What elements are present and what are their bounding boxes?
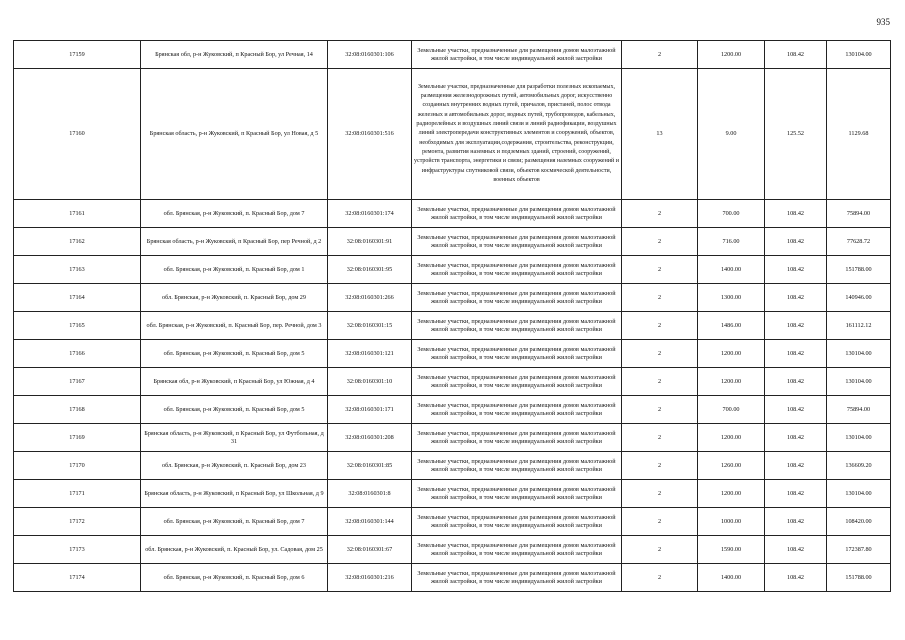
row-group: 2: [622, 228, 698, 256]
row-value: 130104.00: [827, 480, 891, 508]
row-rate: 108.42: [765, 368, 827, 396]
row-area: 1200.00: [698, 41, 765, 69]
row-id: 17172: [14, 508, 141, 536]
row-id: 17168: [14, 396, 141, 424]
row-cadastral-number: 32:08:0160301:121: [328, 340, 412, 368]
row-id: 17165: [14, 312, 141, 340]
table-row: [14, 69, 891, 200]
row-cadastral-number: 32:08:0160301:10: [328, 368, 412, 396]
row-cadastral-number: 32:08:0160301:85: [328, 452, 412, 480]
row-land-use: Земельные участки, предназначенные для размещения домов малоэтажной жилой застройки, в том числе индивидуальной жилой застройки: [412, 340, 622, 368]
row-id: 17169: [14, 424, 141, 452]
row-value: 151788.00: [827, 564, 891, 592]
row-rate: 108.42: [765, 340, 827, 368]
row-id: 17174: [14, 564, 141, 592]
row-cadastral-number: 32:08:0160301:216: [328, 564, 412, 592]
row-address: обл. Брянская, р-н Жуковский, п. Красный Бор, дом 29: [141, 284, 328, 312]
row-value: 151788.00: [827, 256, 891, 284]
row-id: 17166: [14, 340, 141, 368]
row-land-use: Земельные участки, предназначенные для размещения домов малоэтажной жилой застройки, в том числе индивидуальной жилой застройки: [412, 200, 622, 228]
table-row: [14, 368, 891, 396]
table-row: [14, 256, 891, 284]
row-address: обл. Брянская, р-н Жуковский, п. Красный Бор, дом 6: [141, 564, 328, 592]
row-value: 75894.00: [827, 396, 891, 424]
page-number: 935: [876, 17, 890, 27]
row-address: Брянская область, р-н Жуковский, п Красный Бор, ул Новая, д 5: [141, 69, 328, 200]
row-group: 2: [622, 368, 698, 396]
table-row: [14, 228, 891, 256]
row-address: обл. Брянская, р-н Жуковский, п. Красный Бор, пер. Речной, дом 3: [141, 312, 328, 340]
row-area: 1200.00: [698, 480, 765, 508]
table-row: [14, 508, 891, 536]
row-cadastral-number: 32:08:0160301:171: [328, 396, 412, 424]
row-land-use: Земельные участки, предназначенные для размещения домов малоэтажной жилой застройки, в том числе индивидуальной жилой застройки: [412, 228, 622, 256]
row-cadastral-number: 32:08:0160301:144: [328, 508, 412, 536]
row-land-use: Земельные участки, предназначенные для размещения домов малоэтажной жилой застройки, в том числе индивидуальной жилой застройки: [412, 508, 622, 536]
row-rate: 108.42: [765, 452, 827, 480]
row-cadastral-number: 32:08:0160301:516: [328, 69, 412, 200]
row-area: 1590.00: [698, 536, 765, 564]
row-value: 136609.20: [827, 452, 891, 480]
row-value: 75894.00: [827, 200, 891, 228]
row-value: 77628.72: [827, 228, 891, 256]
row-value: 161112.12: [827, 312, 891, 340]
row-rate: 108.42: [765, 480, 827, 508]
row-address: обл. Брянская, р-н Жуковский, п. Красный Бор, дом 7: [141, 508, 328, 536]
row-land-use: Земельные участки, предназначенные для размещения домов малоэтажной жилой застройки, в том числе индивидуальной жилой застройки: [412, 564, 622, 592]
row-land-use: Земельные участки, предназначенные для размещения домов малоэтажной жилой застройки, в том числе индивидуальной жилой застройки: [412, 256, 622, 284]
row-area: 1200.00: [698, 368, 765, 396]
row-id: 17171: [14, 480, 141, 508]
table-row: [14, 452, 891, 480]
table-row: [14, 424, 891, 452]
row-area: 1400.00: [698, 256, 765, 284]
row-area: 1200.00: [698, 424, 765, 452]
row-rate: 108.42: [765, 200, 827, 228]
table-row: [14, 312, 891, 340]
row-cadastral-number: 32:08:0160301:208: [328, 424, 412, 452]
table-row: [14, 536, 891, 564]
row-address: Брянская область, р-н Жуковский, п Красный Бор, ул Футбольная, д 31: [141, 424, 328, 452]
row-group: 2: [622, 340, 698, 368]
table-row: [14, 284, 891, 312]
row-land-use: Земельные участки, предназначенные для размещения домов малоэтажной жилой застройки, в том числе индивидуальной жилой застройки: [412, 452, 622, 480]
row-address: обл. Брянская, р-н Жуковский, п. Красный Бор, дом 23: [141, 452, 328, 480]
row-land-use: Земельные участки, предназначенные для размещения домов малоэтажной жилой застройки, в том числе индивидуальной жилой застройки: [412, 41, 622, 69]
row-group: 2: [622, 508, 698, 536]
row-cadastral-number: 32:08:0160301:95: [328, 256, 412, 284]
row-id: 17167: [14, 368, 141, 396]
row-value: 130104.00: [827, 340, 891, 368]
table-row: [14, 340, 891, 368]
row-rate: 108.42: [765, 284, 827, 312]
row-value: 108420.00: [827, 508, 891, 536]
row-land-use: Земельные участки, предназначенные для размещения домов малоэтажной жилой застройки, в том числе индивидуальной жилой застройки: [412, 424, 622, 452]
row-area: 1200.00: [698, 340, 765, 368]
table-row: [14, 480, 891, 508]
row-land-use: Земельные участки, предназначенные для размещения домов малоэтажной жилой застройки, в том числе индивидуальной жилой застройки: [412, 312, 622, 340]
row-rate: 108.42: [765, 536, 827, 564]
row-rate: 108.42: [765, 312, 827, 340]
row-value: 172387.80: [827, 536, 891, 564]
row-cadastral-number: 32:08:0160301:8: [328, 480, 412, 508]
row-rate: 108.42: [765, 256, 827, 284]
row-address: Брянская обл, р-н Жуковский, п Красный Бор, ул Южная, д 4: [141, 368, 328, 396]
row-group: 2: [622, 536, 698, 564]
row-rate: 108.42: [765, 228, 827, 256]
row-rate: 108.42: [765, 41, 827, 69]
row-area: 1000.00: [698, 508, 765, 536]
row-id: 17162: [14, 228, 141, 256]
row-address: обл. Брянская, р-н Жуковский, п. Красный Бор, дом 5: [141, 340, 328, 368]
row-cadastral-number: 32:08:0160301:91: [328, 228, 412, 256]
row-area: 1486.00: [698, 312, 765, 340]
row-cadastral-number: 32:08:0160301:266: [328, 284, 412, 312]
row-id: 17173: [14, 536, 141, 564]
row-group: 2: [622, 200, 698, 228]
row-group: 2: [622, 480, 698, 508]
row-area: 1260.00: [698, 452, 765, 480]
row-area: 700.00: [698, 200, 765, 228]
row-rate: 125.52: [765, 69, 827, 200]
table-row: [14, 41, 891, 69]
row-land-use: Земельные участки, предназначенные для размещения домов малоэтажной жилой застройки, в том числе индивидуальной жилой застройки: [412, 284, 622, 312]
row-rate: 108.42: [765, 396, 827, 424]
row-address: Брянская область, р-н Жуковский, п Красный Бор, ул Школьная, д 9: [141, 480, 328, 508]
row-id: 17161: [14, 200, 141, 228]
row-land-use: Земельные участки, предназначенные для разработки полезных ископаемых, размещения железнодорожных путей, автомобильных дорог, искусственно созданных внутренних водных путей, причалов, пристаней, полос отвода железных и автомобильных дорог, водных путей, трубопроводов, кабельных, радиорелейных и воздушных линий связи и линий радиофикации, воздушных линий электропередачи конструктивных элементов и сооружений, объектов, необходимых для эксплуатации,содержания, строительства, реконструкции, ремонта, развития наземных и подземных зданий, строений, сооружений, устройств транспорта, энергетики и связи; размещения наземных сооружений и инфраструктуры спутниковой связи, объектов космической деятельности, военных объектов: [412, 69, 622, 200]
row-land-use: Земельные участки, предназначенные для размещения домов малоэтажной жилой застройки, в том числе индивидуальной жилой застройки: [412, 368, 622, 396]
row-id: 17163: [14, 256, 141, 284]
row-rate: 108.42: [765, 424, 827, 452]
row-id: 17164: [14, 284, 141, 312]
row-group: 2: [622, 41, 698, 69]
row-value: 140946.00: [827, 284, 891, 312]
row-rate: 108.42: [765, 508, 827, 536]
row-group: 2: [622, 256, 698, 284]
row-value: 130104.00: [827, 41, 891, 69]
row-address: обл. Брянская, р-н Жуковский, п. Красный Бор, дом 1: [141, 256, 328, 284]
row-land-use: Земельные участки, предназначенные для размещения домов малоэтажной жилой застройки, в том числе индивидуальной жилой застройки: [412, 536, 622, 564]
row-address: обл. Брянская, р-н Жуковский, п. Красный Бор, ул. Садовая, дом 25: [141, 536, 328, 564]
row-group: 2: [622, 396, 698, 424]
row-id: 17159: [14, 41, 141, 69]
table-row: [14, 396, 891, 424]
row-address: Брянская обл, р-н Жуковский, п Красный Бор, ул Речная, 14: [141, 41, 328, 69]
row-group: 2: [622, 312, 698, 340]
row-area: 1400.00: [698, 564, 765, 592]
table-row: [14, 564, 891, 592]
row-value: 130104.00: [827, 424, 891, 452]
row-cadastral-number: 32:08:0160301:15: [328, 312, 412, 340]
row-address: обл. Брянская, р-н Жуковский, п. Красный Бор, дом 7: [141, 200, 328, 228]
row-area: 716.00: [698, 228, 765, 256]
table-body: [14, 41, 891, 592]
row-cadastral-number: 32:08:0160301:174: [328, 200, 412, 228]
cadastral-value-table: [13, 40, 891, 592]
table-row: [14, 200, 891, 228]
row-group: 2: [622, 284, 698, 312]
row-id: 17160: [14, 69, 141, 200]
row-land-use: Земельные участки, предназначенные для размещения домов малоэтажной жилой застройки, в том числе индивидуальной жилой застройки: [412, 480, 622, 508]
row-group: 2: [622, 452, 698, 480]
row-cadastral-number: 32:08:0160301:106: [328, 41, 412, 69]
row-group: 2: [622, 424, 698, 452]
row-group: 2: [622, 564, 698, 592]
row-land-use: Земельные участки, предназначенные для размещения домов малоэтажной жилой застройки, в том числе индивидуальной жилой застройки: [412, 396, 622, 424]
row-area: 9.00: [698, 69, 765, 200]
row-area: 1300.00: [698, 284, 765, 312]
row-value: 1129.68: [827, 69, 891, 200]
row-address: Брянская область, р-н Жуковский, п Красный Бор, пер Речной, д 2: [141, 228, 328, 256]
row-value: 130104.00: [827, 368, 891, 396]
row-group: 13: [622, 69, 698, 200]
row-cadastral-number: 32:08:0160301:67: [328, 536, 412, 564]
row-address: обл. Брянская, р-н Жуковский, п. Красный Бор, дом 5: [141, 396, 328, 424]
row-area: 700.00: [698, 396, 765, 424]
row-rate: 108.42: [765, 564, 827, 592]
row-id: 17170: [14, 452, 141, 480]
